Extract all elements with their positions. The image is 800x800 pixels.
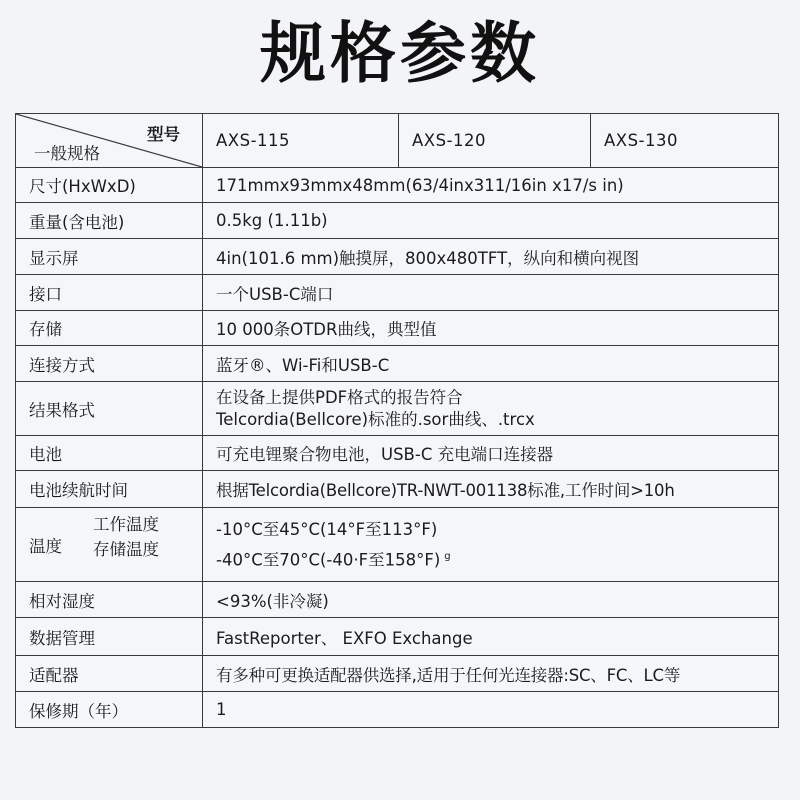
spec-label: 温度 (29, 536, 62, 556)
storage-temp-value-line (216, 543, 778, 574)
corner-cell (16, 114, 203, 168)
spec-row-battery-life (16, 471, 779, 508)
spec-row-dimensions (16, 168, 779, 203)
spec-value: 4in(101.6 mm)触摸屏，800x480TFT，纵向和横向视图 (203, 239, 779, 275)
spec-row-adapters (16, 656, 779, 692)
model-axs-130: AXS-130 (591, 114, 779, 168)
spec-value: FastReporter、 EXFO Exchange (203, 618, 779, 656)
spec-label: 存储 (16, 311, 203, 346)
spec-label: 电池 (16, 436, 203, 471)
spec-row-humidity (16, 582, 779, 618)
spec-label: 显示屏 (16, 239, 203, 275)
spec-value: 10 000条OTDR曲线，典型值 (203, 311, 779, 346)
spec-value: 根据Telcordia(Bellcore)TR-NWT-001138标准,工作时间>10h (203, 471, 779, 508)
spec-row-weight (16, 203, 779, 239)
spec-row-interface (16, 275, 779, 311)
spec-label: 重量(含电池) (16, 203, 203, 239)
page-title: 规格参数 (260, 15, 540, 92)
temperature-label-cell (16, 508, 203, 582)
temperature-sub-labels (93, 512, 159, 562)
spec-value-line: Telcordia(Bellcore)标准的.sor曲线、.trcx (216, 409, 535, 429)
model-axs-115: AXS-115 (203, 114, 399, 168)
model-axs-120: AXS-120 (399, 114, 591, 168)
spec-value: 171mmx93mmx48mm(63/4inx311/16in x17/s in) (203, 168, 779, 203)
spec-row-battery (16, 436, 779, 471)
corner-label-spec: 一般规格 (34, 144, 100, 163)
footnote-mark: g (444, 550, 451, 562)
storage-temp-label: 存储温度 (93, 540, 159, 559)
spec-value: 蓝牙®、Wi-Fi和USB-C (203, 346, 779, 382)
spec-row-storage (16, 311, 779, 346)
spec-row-connectivity (16, 346, 779, 382)
spec-value: 一个USB-C端口 (203, 275, 779, 311)
spec-label: 相对湿度 (16, 582, 203, 618)
spec-label: 连接方式 (16, 346, 203, 382)
spec-value-line: 在设备上提供PDF格式的报告符合 (216, 387, 463, 407)
corner-label-model: 型号 (147, 125, 180, 144)
spec-row-display (16, 239, 779, 275)
spec-label: 保修期（年） (16, 692, 203, 728)
header-row (16, 114, 779, 168)
spec-label: 适配器 (16, 656, 203, 692)
spec-label: 接口 (16, 275, 203, 311)
spec-value: 1 (203, 692, 779, 728)
spec-value (203, 508, 779, 582)
spec-row-warranty (16, 692, 779, 728)
spec-row-result-format (16, 382, 779, 436)
spec-table (15, 113, 779, 728)
spec-label: 结果格式 (16, 382, 203, 436)
spec-label: 电池续航时间 (16, 471, 203, 508)
spec-value (203, 382, 779, 436)
spec-row-data-management (16, 618, 779, 656)
spec-value: 0.5kg (1.11b) (203, 203, 779, 239)
operating-temp-label: 工作温度 (93, 515, 159, 534)
storage-temp-value: -40°C至70°C(-40·F至158°F) (216, 550, 441, 570)
spec-label: 尺寸(HxWxD) (16, 168, 203, 203)
spec-label: 数据管理 (16, 618, 203, 656)
spec-value: 可充电锂聚合物电池，USB-C 充电端口连接器 (203, 436, 779, 471)
spec-value: <93%(非冷凝) (203, 582, 779, 618)
spec-value: 有多种可更换适配器供选择,适用于任何光连接器:SC、FC、LC等 (203, 656, 779, 692)
operating-temp-value: -10°C至45°C(14°F至113°F) (216, 519, 438, 539)
spec-row-temperature (16, 508, 779, 582)
